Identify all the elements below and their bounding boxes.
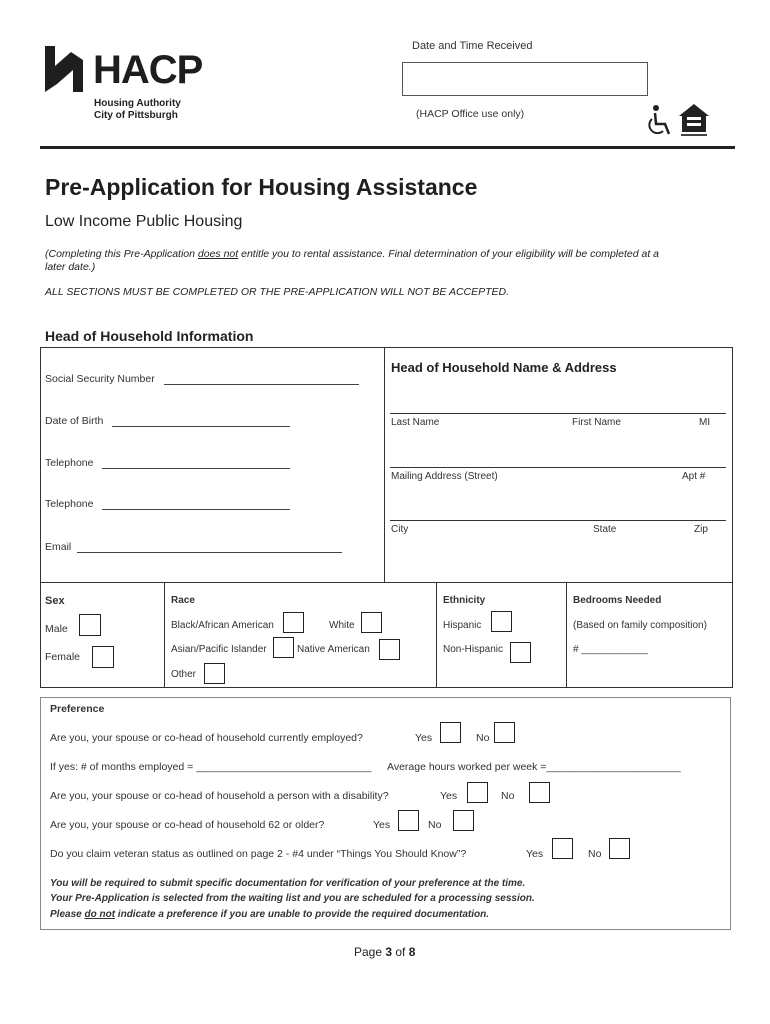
- male-checkbox[interactable]: [79, 614, 101, 636]
- disability-yes-checkbox[interactable]: [467, 782, 488, 803]
- completion-warning: ALL SECTIONS MUST BE COMPLETED OR THE PRE-APPLICATION WILL NOT BE ACCEPTED.: [45, 286, 510, 298]
- demo-divider-3: [566, 582, 567, 688]
- telephone-2-label: Telephone: [45, 498, 94, 510]
- female-checkbox[interactable]: [92, 646, 114, 668]
- telephone-2-input[interactable]: [102, 509, 290, 510]
- dob-label: Date of Birth: [45, 415, 104, 427]
- age62-yes-checkbox[interactable]: [398, 810, 419, 831]
- demo-divider-1: [164, 582, 165, 688]
- bedrooms-input[interactable]: # ____________: [573, 644, 649, 655]
- hispanic-label: Hispanic: [443, 620, 482, 631]
- page-subtitle: Low Income Public Housing: [45, 213, 243, 230]
- employed-yes-checkbox[interactable]: [440, 722, 461, 743]
- demo-divider-2: [436, 582, 437, 688]
- veteran-no-label: No: [588, 848, 602, 860]
- age62-no-label: No: [428, 819, 442, 831]
- veteran-yes-checkbox[interactable]: [552, 838, 573, 859]
- other-label: Other: [171, 669, 197, 680]
- telephone-1-label: Telephone: [45, 457, 94, 469]
- nonhispanic-label: Non-Hispanic: [443, 644, 504, 655]
- org-line-2: City of Pittsburgh: [94, 110, 178, 121]
- telephone-1-input[interactable]: [102, 468, 290, 469]
- disability-question: Are you, your spouse or co-head of household a person with a disability?: [50, 790, 389, 802]
- city-state-zip-input[interactable]: [390, 520, 726, 521]
- first-name-label: First Name: [572, 417, 621, 428]
- dob-input[interactable]: [112, 426, 290, 427]
- mailing-address-label: Mailing Address (Street): [391, 471, 498, 482]
- page-number: [354, 945, 415, 959]
- documentation-note-1: You will be required to submit specific documentation for verification of your preference at the time.: [50, 878, 526, 889]
- apt-label: Apt #: [682, 471, 706, 482]
- email-input[interactable]: [77, 552, 342, 553]
- sex-title: Sex: [45, 595, 65, 607]
- office-use-label: (HACP Office use only): [416, 108, 525, 120]
- preference-title: Preference: [50, 703, 105, 715]
- hacp-logo: [43, 44, 223, 124]
- asian-label: Asian/Pacific Islander: [171, 644, 267, 655]
- disability-no-label: No: [501, 790, 515, 802]
- bedrooms-note: (Based on family composition): [573, 620, 707, 631]
- white-label: White: [329, 620, 355, 631]
- hoh-name-title: Head of Household Name & Address: [391, 360, 617, 375]
- asian-checkbox[interactable]: [273, 637, 294, 658]
- eligibility-note-post: entitle you to rental assistance. Final determination of your eligibility will be completed at a later date.): [45, 248, 660, 273]
- documentation-note-3-pre: Please: [50, 909, 85, 920]
- name-input[interactable]: [390, 413, 726, 414]
- employed-no-label: No: [476, 732, 490, 744]
- veteran-yes-label: Yes: [526, 848, 544, 860]
- of-word: of: [392, 945, 409, 959]
- hoh-divider: [384, 347, 385, 583]
- equal-housing-icon: [677, 102, 711, 138]
- native-checkbox[interactable]: [379, 639, 400, 660]
- mi-label: MI: [699, 417, 711, 428]
- documentation-note-3-post: indicate a preference if you are unable to provide the required documentation.: [115, 909, 489, 920]
- age62-question: Are you, your spouse or co-head of household 62 or older?: [50, 819, 325, 831]
- state-label: State: [593, 524, 617, 535]
- page-title: Pre-Application for Housing Assistance: [45, 174, 478, 200]
- page-word: Page: [354, 945, 386, 959]
- nonhispanic-checkbox[interactable]: [510, 642, 531, 663]
- months-employed-field[interactable]: If yes: # of months employed = ______________________________: [50, 761, 372, 773]
- employed-no-checkbox[interactable]: [494, 722, 515, 743]
- last-name-label: Last Name: [391, 417, 440, 428]
- age62-no-checkbox[interactable]: [453, 810, 474, 831]
- documentation-note-3: [50, 909, 489, 920]
- ssn-input[interactable]: [164, 384, 359, 385]
- employed-question: Are you, your spouse or co-head of household currently employed?: [50, 732, 363, 744]
- eligibility-note-pre: (Completing this Pre-Application: [45, 248, 198, 260]
- logo-text: HACP: [93, 48, 203, 92]
- black-checkbox[interactable]: [283, 612, 304, 633]
- documentation-note-3-underlined: do not: [84, 909, 116, 920]
- mailing-address-input[interactable]: [390, 467, 726, 468]
- eligibility-note-underlined: does not: [197, 248, 239, 260]
- hacp-logo-mark-icon: [43, 44, 93, 94]
- age62-yes-label: Yes: [373, 819, 391, 831]
- bedrooms-title: Bedrooms Needed: [573, 595, 662, 606]
- date-received-label: Date and Time Received: [412, 40, 533, 52]
- male-label: Male: [45, 623, 68, 635]
- race-title: Race: [171, 595, 195, 606]
- black-label: Black/African American: [171, 620, 274, 631]
- hoh-section-title: Head of Household Information: [45, 328, 254, 344]
- org-line-1: Housing Authority: [94, 98, 181, 109]
- eligibility-note: [45, 248, 665, 274]
- page-total: 8: [408, 945, 416, 959]
- native-label: Native American: [297, 644, 370, 655]
- page-current: 3: [385, 945, 393, 959]
- zip-label: Zip: [694, 524, 708, 535]
- hours-worked-field[interactable]: Average hours worked per week =_______________________: [387, 761, 681, 773]
- header-rule: [40, 146, 735, 149]
- hispanic-checkbox[interactable]: [491, 611, 512, 632]
- disability-no-checkbox[interactable]: [529, 782, 550, 803]
- city-label: City: [391, 524, 409, 535]
- date-received-field[interactable]: [402, 62, 648, 96]
- veteran-question: Do you claim veteran status as outlined on page 2 - #4 under “Things You Should Know”?: [50, 848, 467, 860]
- wheelchair-icon: [646, 104, 674, 138]
- ssn-label: Social Security Number: [45, 373, 155, 385]
- documentation-note-2: Your Pre-Application is selected from the waiting list and you are scheduled for a processing session.: [50, 893, 535, 904]
- veteran-no-checkbox[interactable]: [609, 838, 630, 859]
- email-label: Email: [45, 541, 72, 553]
- other-checkbox[interactable]: [204, 663, 225, 684]
- female-label: Female: [45, 651, 81, 663]
- ethnicity-title: Ethnicity: [443, 595, 486, 606]
- disability-yes-label: Yes: [440, 790, 458, 802]
- white-checkbox[interactable]: [361, 612, 382, 633]
- employed-yes-label: Yes: [415, 732, 433, 744]
